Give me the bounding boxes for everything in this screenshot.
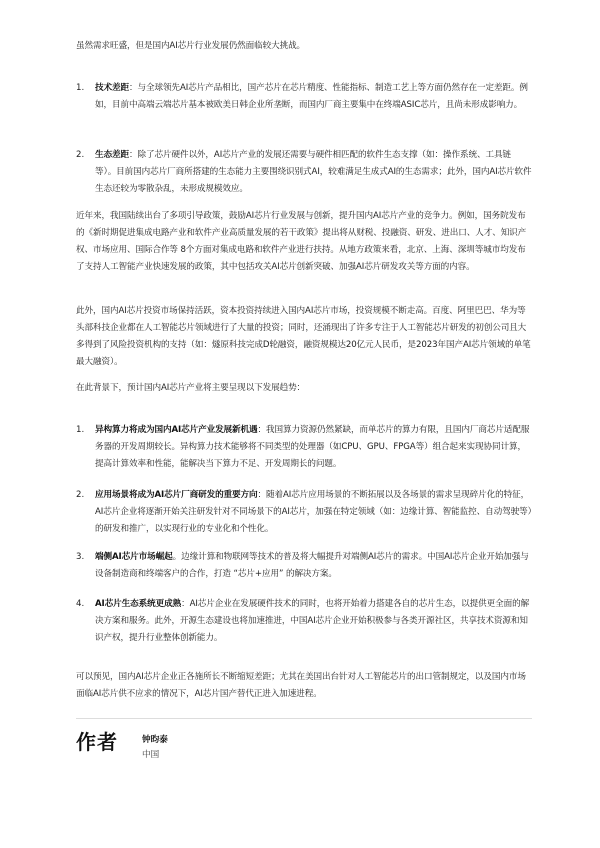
trend-number: 1. [76, 425, 85, 435]
challenge-title: 技术差距 [95, 83, 129, 93]
trend-text: ：AI芯片企业在发展硬件技术的同时，也将开始着力搭建各自的芯片生态，以提供更全面的解决方案和服务。此外，开源生态建设也将加速推进，中国AI芯片企业开始积极参与各类开源社区，共享技术资源和知识产权，提升行业整体创新能力。 [95, 599, 530, 643]
trend-title: 端侧AI芯片市场崛起 [95, 552, 173, 562]
trend-title: AI芯片生态系统更成熟 [95, 599, 182, 609]
investment-paragraph: 此外，国内AI芯片投资市场保持活跃，资本投资持续进入国内AI芯片市场，投资规模不断走高。百度、阿里巴巴、华为等头部科技企业都在人工智能芯片领域进行了大量的投资；同时，还涌现出了许多专注于人工智能芯片研发的初创公司且大多得到了风险投资机构的支持（如：燧原科技完成D轮融资，融资规模达20亿元人民币，是2023年国产AI芯片领域的单笔最大融资）。 [76, 306, 531, 367]
trend-title: 应用场景将成为AI芯片厂商研发的重要方向 [95, 490, 258, 500]
author-name: 钟昀泰 [142, 735, 168, 745]
conclusion-paragraph: 可以预见，国内AI芯片企业正各施所长不断缩短差距；尤其在美国出台针对人工智能芯片的出口管制规定，以及国内市场面临AI芯片供不应求的情况下，AI芯片国产替代正进入加速进程。 [76, 672, 526, 699]
challenge-text: ：与全球领先AI芯片产品相比，国产芯片在芯片精度、性能指标、制造工艺上等方面仍然存在一定差距。例如，目前中高端云端芯片基本被欧美日韩企业所垄断，而国内厂商主要集中在终端ASIC芯片，且尚未形成影响力。 [95, 83, 528, 110]
author-country: 中国 [142, 750, 160, 760]
trend-item-2 [76, 487, 532, 547]
trend-item-3 [76, 549, 532, 589]
challenge-body [95, 80, 532, 114]
challenge-text: ：除了芯片硬件以外，AI芯片产业的发展还需要与硬件相匹配的软件生态支撑（如：操作系统、工具链等）。目前国内芯片厂商所搭建的生态能力主要围绕识别式AI，较难满足生成式AI的生态需求；此外，国内AI芯片软件生态还较为零散杂乱，未形成规模效应。 [95, 150, 532, 194]
trend-body [95, 549, 532, 583]
challenge-title: 生态差距 [95, 150, 129, 160]
trend-text: ：我国算力资源仍然紧缺，而单芯片的算力有限，且国内厂商芯片适配服务器的开发周期较长。异构算力技术能够将不同类型的处理器（如CPU、GPU、FPGA等）组合起来实现协同计算，提高计算效率和性能，能解决当下算力不足、开发周期长的问题。 [95, 425, 530, 469]
trend-title: 异构算力将成为国内AI芯片产业发展新机遇 [95, 425, 258, 435]
challenge-item-1 [76, 80, 532, 140]
trend-intro-paragraph: 在此背景下，预计国内AI芯片产业将主要呈现以下发展趋势： [76, 383, 306, 393]
trend-number: 2. [76, 490, 85, 500]
trend-body [95, 422, 532, 473]
intro-paragraph: 虽然需求旺盛，但是国内AI芯片行业发展仍然面临较大挑战。 [76, 41, 306, 51]
policy-paragraph: 近年来，我国陆续出台了多项引导政策，鼓励AI芯片行业发展与创新，提升国内AI芯片产业的竞争力。例如，国务院发布的《新时期促进集成电路产业和软件产业高质量发展的若干政策》提出将从财税、投融资、研发、进出口、人才、知识产权、市场应用、国际合作等 8个方面对集成电路和软件产业进行扶持。从地方政策来看，北京、上海、深圳等城市均发布了支持人工智能产业快速发展的政策，其中包括攻关AI芯片创新突破、加强AI芯片研发攻关等方面的内容。 [76, 211, 527, 272]
trend-item-4 [76, 596, 532, 656]
trend-text: ：随着AI芯片应用场景的不断拓展以及各场景的需求呈现碎片化的特征，AI芯片企业将逐渐开始关注研发针对不同场景下的AI芯片，加强在特定领域（如：边缘计算、智能监控、自动驾驶等）的研发和推广，以实现行业的专业化和个性化。 [95, 490, 532, 534]
trend-body [95, 487, 532, 538]
trend-body [95, 596, 532, 647]
author-heading: 作者 [76, 730, 118, 754]
trend-number: 3. [76, 552, 85, 562]
section-divider [76, 718, 532, 719]
trend-text: 。边缘计算和物联网等技术的普及将大幅提升对端侧AI芯片的需求。中国AI芯片企业开始加强与设备制造商和终端客户的合作，打造 “芯片+应用” 的解决方案。 [95, 552, 529, 579]
challenge-body [95, 147, 532, 198]
trend-number: 4. [76, 599, 85, 609]
challenge-number: 1. [76, 83, 85, 93]
challenge-number: 2. [76, 150, 85, 160]
trend-item-1 [76, 422, 532, 482]
challenge-item-2 [76, 147, 532, 207]
